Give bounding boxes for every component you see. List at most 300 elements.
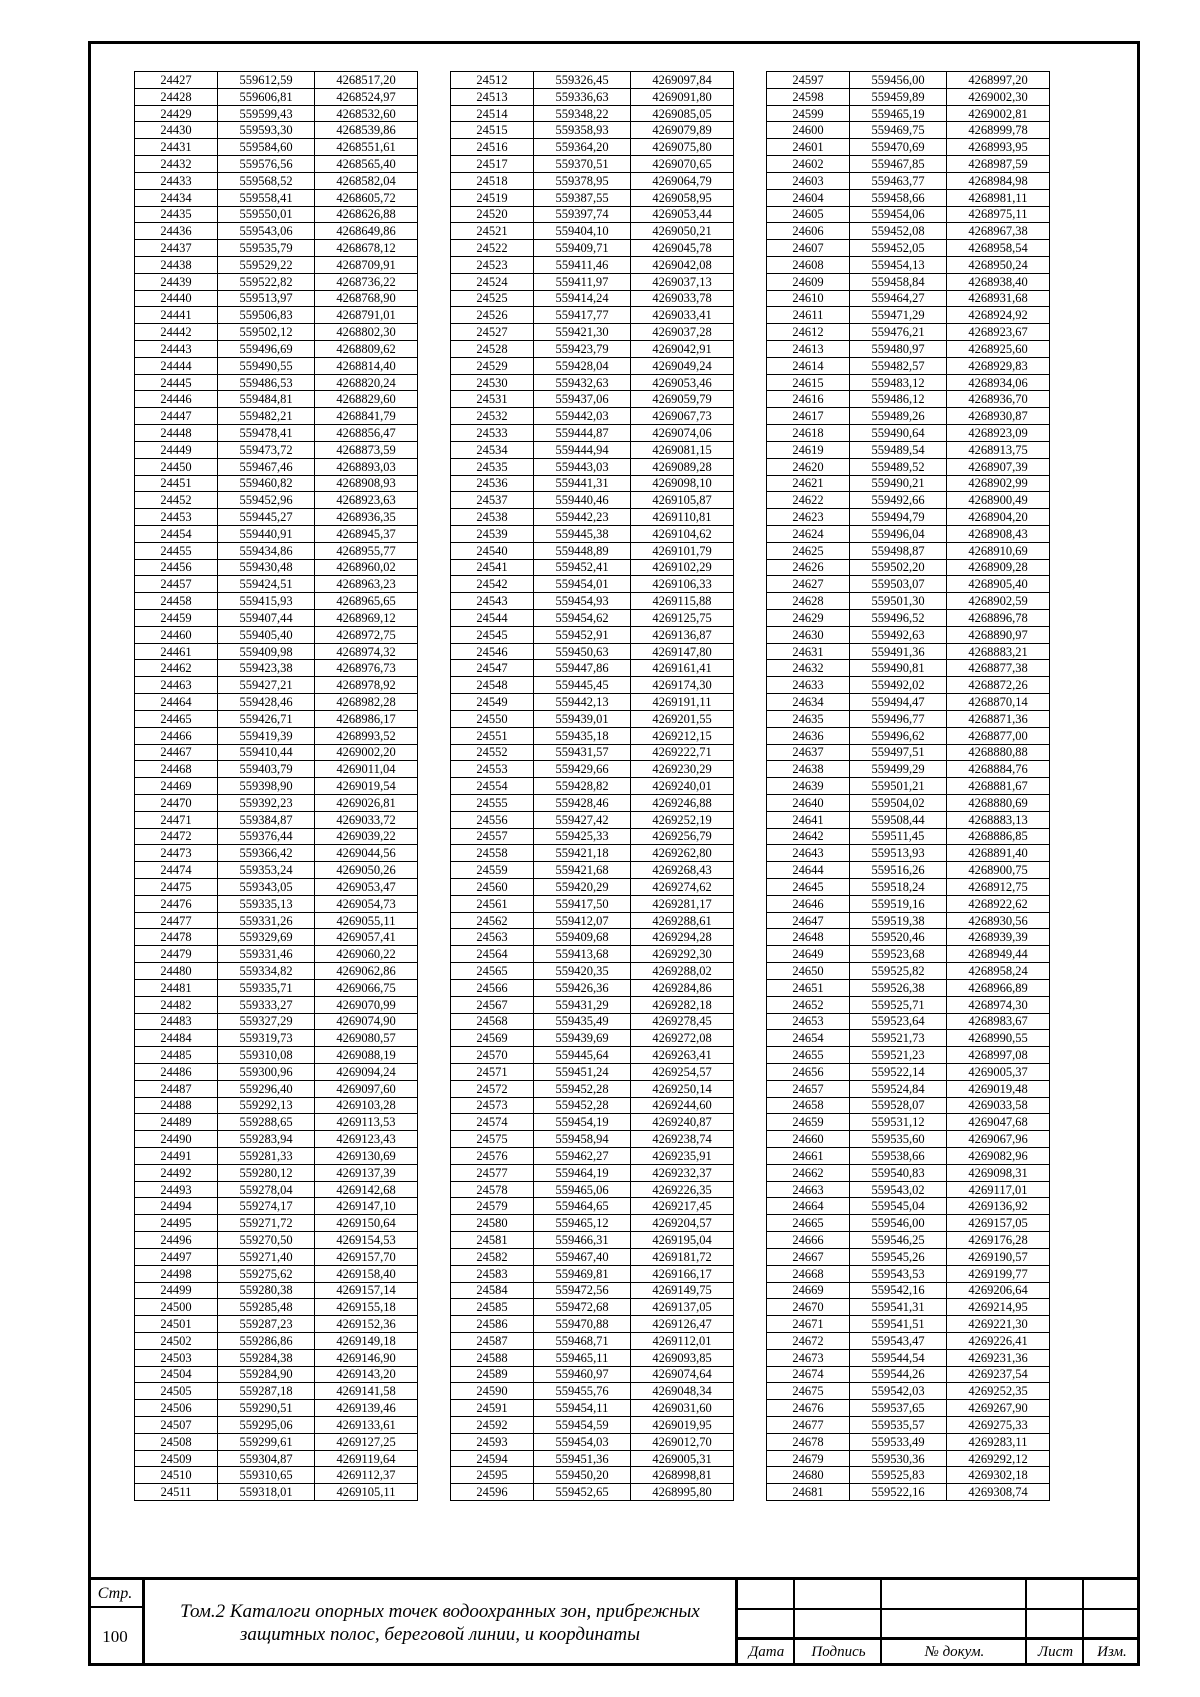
coordinate-y-cell: 4269292,12 <box>947 1450 1050 1467</box>
coordinate-y-cell: 4268930,87 <box>947 408 1050 425</box>
coordinate-y-cell: 4269074,06 <box>631 425 734 442</box>
table-row <box>451 727 734 744</box>
point-number-cell: 24678 <box>767 1433 850 1450</box>
point-number-cell: 24517 <box>451 156 534 173</box>
coordinate-y-cell: 4268924,92 <box>947 307 1050 324</box>
coordinate-y-cell: 4269080,57 <box>315 1030 418 1047</box>
coordinate-y-cell: 4268950,24 <box>947 256 1050 273</box>
coordinate-y-cell: 4269206,64 <box>947 1282 1050 1299</box>
table-row <box>135 156 418 173</box>
coordinate-x-cell: 559454,93 <box>534 593 631 610</box>
coordinate-y-cell: 4268930,56 <box>947 912 1050 929</box>
coordinate-y-cell: 4269050,26 <box>315 862 418 879</box>
point-number-cell: 24513 <box>451 88 534 105</box>
coordinate-y-cell: 4268974,32 <box>315 643 418 660</box>
point-number-cell: 24555 <box>451 794 534 811</box>
table-row <box>767 1417 1050 1434</box>
coordinate-y-cell: 4268565,40 <box>315 156 418 173</box>
coordinate-y-cell: 4268910,69 <box>947 542 1050 559</box>
table-row <box>451 794 734 811</box>
point-number-cell: 24468 <box>135 761 218 778</box>
coordinate-y-cell: 4269157,05 <box>947 1215 1050 1232</box>
table-row <box>135 1030 418 1047</box>
point-number-cell: 24486 <box>135 1063 218 1080</box>
point-number-cell: 24546 <box>451 643 534 660</box>
table-row <box>451 593 734 610</box>
coordinate-x-cell: 559428,46 <box>218 694 315 711</box>
coordinate-x-cell: 559606,81 <box>218 88 315 105</box>
coordinate-y-cell: 4268938,40 <box>947 273 1050 290</box>
table-row <box>451 525 734 542</box>
table-row <box>451 1366 734 1383</box>
point-number-cell: 24638 <box>767 761 850 778</box>
coordinate-y-cell: 4269070,65 <box>631 156 734 173</box>
point-number-cell: 24442 <box>135 324 218 341</box>
table-row <box>135 1232 418 1249</box>
coordinate-y-cell: 4268909,28 <box>947 559 1050 576</box>
point-number-cell: 24496 <box>135 1232 218 1249</box>
table-row <box>451 1265 734 1282</box>
coordinate-y-cell: 4269002,20 <box>315 744 418 761</box>
point-number-cell: 24609 <box>767 273 850 290</box>
coordinate-y-cell: 4269230,29 <box>631 761 734 778</box>
point-number-cell: 24480 <box>135 963 218 980</box>
coordinate-x-cell: 559506,83 <box>218 307 315 324</box>
coordinate-y-cell: 4269147,10 <box>315 1198 418 1215</box>
table-row <box>451 1013 734 1030</box>
point-number-cell: 24628 <box>767 593 850 610</box>
point-number-cell: 24520 <box>451 206 534 223</box>
point-number-cell: 24524 <box>451 273 534 290</box>
point-number-cell: 24604 <box>767 189 850 206</box>
point-number-cell: 24659 <box>767 1114 850 1131</box>
coordinate-x-cell: 559550,01 <box>218 206 315 223</box>
coordinate-y-cell: 4268967,38 <box>947 223 1050 240</box>
stamp-label-doc-number: № докум. <box>924 1644 985 1660</box>
point-number-cell: 24679 <box>767 1450 850 1467</box>
point-number-cell: 24525 <box>451 290 534 307</box>
coordinate-y-cell: 4269161,41 <box>631 660 734 677</box>
coordinate-y-cell: 4269075,80 <box>631 139 734 156</box>
point-number-cell: 24673 <box>767 1349 850 1366</box>
coordinate-x-cell: 559413,68 <box>534 946 631 963</box>
table-row <box>451 1248 734 1265</box>
coordinate-y-cell: 4269126,47 <box>631 1316 734 1333</box>
coordinate-x-cell: 559519,16 <box>850 895 947 912</box>
table-row <box>451 1080 734 1097</box>
point-number-cell: 24481 <box>135 979 218 996</box>
coordinate-x-cell: 559452,05 <box>850 240 947 257</box>
coordinate-x-cell: 559523,68 <box>850 946 947 963</box>
coordinate-x-cell: 559458,94 <box>534 1131 631 1148</box>
table-row <box>135 172 418 189</box>
coordinate-y-cell: 4269019,54 <box>315 778 418 795</box>
table-row <box>767 710 1050 727</box>
coordinate-x-cell: 559283,94 <box>218 1131 315 1148</box>
coordinate-y-cell: 4269070,99 <box>315 996 418 1013</box>
coordinate-x-cell: 559287,23 <box>218 1316 315 1333</box>
coordinate-x-cell: 559411,46 <box>534 256 631 273</box>
coordinate-y-cell: 4269191,11 <box>631 694 734 711</box>
coordinate-y-cell: 4269130,69 <box>315 1148 418 1165</box>
table-row <box>135 1417 418 1434</box>
table-row <box>451 88 734 105</box>
coordinate-x-cell: 559427,21 <box>218 677 315 694</box>
coordinate-x-cell: 559420,35 <box>534 963 631 980</box>
coordinate-x-cell: 559460,82 <box>218 475 315 492</box>
coordinate-y-cell: 4269101,79 <box>631 542 734 559</box>
point-number-cell: 24584 <box>451 1282 534 1299</box>
point-number-cell: 24672 <box>767 1332 850 1349</box>
coordinate-x-cell: 559525,83 <box>850 1467 947 1484</box>
point-number-cell: 24511 <box>135 1484 218 1501</box>
table-row <box>767 391 1050 408</box>
coordinate-y-cell: 4269085,05 <box>631 105 734 122</box>
coordinate-x-cell: 559410,44 <box>218 744 315 761</box>
coordinate-x-cell: 559310,65 <box>218 1467 315 1484</box>
table-row <box>767 1215 1050 1232</box>
table-row <box>767 1030 1050 1047</box>
coordinate-y-cell: 4269091,80 <box>631 88 734 105</box>
point-number-cell: 24547 <box>451 660 534 677</box>
coordinate-x-cell: 559467,46 <box>218 458 315 475</box>
coordinate-x-cell: 559465,19 <box>850 105 947 122</box>
point-number-cell: 24658 <box>767 1097 850 1114</box>
point-number-cell: 24652 <box>767 996 850 1013</box>
table-row <box>451 1383 734 1400</box>
table-row <box>135 1181 418 1198</box>
coordinate-y-cell: 4269062,86 <box>315 963 418 980</box>
coordinate-x-cell: 559504,02 <box>850 794 947 811</box>
point-number-cell: 24470 <box>135 794 218 811</box>
coordinate-x-cell: 559326,45 <box>534 72 631 89</box>
point-number-cell: 24646 <box>767 895 850 912</box>
coordinate-x-cell: 559447,86 <box>534 660 631 677</box>
coordinate-y-cell: 4268939,39 <box>947 929 1050 946</box>
coordinate-y-cell: 4269222,71 <box>631 744 734 761</box>
coordinate-x-cell: 559462,27 <box>534 1148 631 1165</box>
coordinate-x-cell: 559499,29 <box>850 761 947 778</box>
coordinate-x-cell: 559528,07 <box>850 1097 947 1114</box>
table-row <box>135 626 418 643</box>
coordinate-x-cell: 559546,00 <box>850 1215 947 1232</box>
point-number-cell: 24625 <box>767 542 850 559</box>
point-number-cell: 24597 <box>767 72 850 89</box>
table-row <box>451 710 734 727</box>
point-number-cell: 24438 <box>135 256 218 273</box>
coordinate-x-cell: 559439,69 <box>534 1030 631 1047</box>
table-row <box>767 1198 1050 1215</box>
coordinate-x-cell: 559576,56 <box>218 156 315 173</box>
coordinate-x-cell: 559486,53 <box>218 374 315 391</box>
point-number-cell: 24491 <box>135 1148 218 1165</box>
table-row <box>135 273 418 290</box>
point-number-cell: 24533 <box>451 425 534 442</box>
table-row <box>451 105 734 122</box>
coordinate-x-cell: 559423,79 <box>534 341 631 358</box>
point-number-cell: 24437 <box>135 240 218 257</box>
point-number-cell: 24591 <box>451 1400 534 1417</box>
coordinate-y-cell: 4269098,31 <box>947 1164 1050 1181</box>
point-number-cell: 24476 <box>135 895 218 912</box>
coordinate-y-cell: 4269033,78 <box>631 290 734 307</box>
table-row <box>767 1164 1050 1181</box>
coordinate-x-cell: 559445,64 <box>534 1047 631 1064</box>
table-row <box>135 1282 418 1299</box>
coordinate-x-cell: 559541,31 <box>850 1299 947 1316</box>
coordinate-x-cell: 559523,64 <box>850 1013 947 1030</box>
coordinate-y-cell: 4268880,88 <box>947 744 1050 761</box>
point-number-cell: 24607 <box>767 240 850 257</box>
table-row <box>451 189 734 206</box>
coordinate-y-cell: 4268908,93 <box>315 475 418 492</box>
point-number-cell: 24566 <box>451 979 534 996</box>
coordinate-x-cell: 559334,82 <box>218 963 315 980</box>
coordinate-y-cell: 4268913,75 <box>947 441 1050 458</box>
coordinate-y-cell: 4269033,58 <box>947 1097 1050 1114</box>
coordinate-x-cell: 559445,38 <box>534 525 631 542</box>
point-number-cell: 24595 <box>451 1467 534 1484</box>
coordinate-x-cell: 559370,51 <box>534 156 631 173</box>
table-row <box>135 475 418 492</box>
point-number-cell: 24443 <box>135 341 218 358</box>
table-row <box>767 1450 1050 1467</box>
coordinate-y-cell: 4269212,15 <box>631 727 734 744</box>
table-row <box>135 811 418 828</box>
coordinate-x-cell: 559435,49 <box>534 1013 631 1030</box>
point-number-cell: 24538 <box>451 509 534 526</box>
point-number-cell: 24466 <box>135 727 218 744</box>
table-row <box>767 1181 1050 1198</box>
stamp-label-sheet: Лист <box>1037 1644 1074 1660</box>
point-number-cell: 24427 <box>135 72 218 89</box>
point-number-cell: 24449 <box>135 441 218 458</box>
table-row <box>451 1164 734 1181</box>
point-number-cell: 24523 <box>451 256 534 273</box>
document-title-line-2: защитных полос, береговой линии, и координаты <box>239 1624 640 1645</box>
table-row <box>451 576 734 593</box>
point-number-cell: 24585 <box>451 1299 534 1316</box>
coordinate-x-cell: 559496,69 <box>218 341 315 358</box>
table-row <box>451 273 734 290</box>
point-number-cell: 24599 <box>767 105 850 122</box>
table-row <box>451 1433 734 1450</box>
point-number-cell: 24590 <box>451 1383 534 1400</box>
coordinate-x-cell: 559521,23 <box>850 1047 947 1064</box>
table-row <box>767 525 1050 542</box>
table-row <box>767 1433 1050 1450</box>
point-number-cell: 24441 <box>135 307 218 324</box>
table-row <box>767 1047 1050 1064</box>
coordinate-x-cell: 559376,44 <box>218 828 315 845</box>
coordinate-y-cell: 4268871,36 <box>947 710 1050 727</box>
coordinate-x-cell: 559442,13 <box>534 694 631 711</box>
table-row <box>135 895 418 912</box>
coordinate-x-cell: 559287,18 <box>218 1383 315 1400</box>
coordinates-table-2 <box>450 71 734 1501</box>
coordinate-x-cell: 559464,27 <box>850 290 947 307</box>
table-row <box>451 1299 734 1316</box>
coordinate-y-cell: 4268829,60 <box>315 391 418 408</box>
coordinate-x-cell: 559331,26 <box>218 912 315 929</box>
coordinate-y-cell: 4268993,52 <box>315 727 418 744</box>
coordinate-x-cell: 559444,87 <box>534 425 631 442</box>
table-row <box>135 1450 418 1467</box>
table-row <box>767 1366 1050 1383</box>
coordinate-x-cell: 559270,50 <box>218 1232 315 1249</box>
coordinate-y-cell: 4269055,11 <box>315 912 418 929</box>
coordinate-y-cell: 4269093,85 <box>631 1349 734 1366</box>
point-number-cell: 24622 <box>767 492 850 509</box>
coordinate-y-cell: 4268582,04 <box>315 172 418 189</box>
coordinate-y-cell: 4269047,68 <box>947 1114 1050 1131</box>
coordinate-x-cell: 559285,48 <box>218 1299 315 1316</box>
coordinate-x-cell: 559405,40 <box>218 626 315 643</box>
point-number-cell: 24562 <box>451 912 534 929</box>
point-number-cell: 24559 <box>451 862 534 879</box>
table-row <box>767 1114 1050 1131</box>
table-row <box>767 1467 1050 1484</box>
coordinate-y-cell: 4269274,62 <box>631 879 734 896</box>
table-row <box>135 1383 418 1400</box>
table-row <box>767 88 1050 105</box>
coordinate-y-cell: 4268966,89 <box>947 979 1050 996</box>
coordinate-y-cell: 4268912,75 <box>947 879 1050 896</box>
table-row <box>451 744 734 761</box>
coordinate-x-cell: 559271,40 <box>218 1248 315 1265</box>
table-row <box>451 139 734 156</box>
coordinate-y-cell: 4268880,69 <box>947 794 1050 811</box>
coordinate-y-cell: 4268791,01 <box>315 307 418 324</box>
coordinate-x-cell: 559404,10 <box>534 223 631 240</box>
coordinate-y-cell: 4268958,24 <box>947 963 1050 980</box>
point-number-cell: 24445 <box>135 374 218 391</box>
table-row <box>135 1164 418 1181</box>
coordinate-x-cell: 559296,40 <box>218 1080 315 1097</box>
coordinate-y-cell: 4269082,96 <box>947 1148 1050 1165</box>
coordinate-y-cell: 4269115,88 <box>631 593 734 610</box>
table-row <box>135 929 418 946</box>
coordinate-y-cell: 4269053,47 <box>315 879 418 896</box>
coordinate-x-cell: 559415,93 <box>218 593 315 610</box>
coordinate-y-cell: 4268870,14 <box>947 694 1050 711</box>
coordinate-x-cell: 559304,87 <box>218 1450 315 1467</box>
coordinate-x-cell: 559442,03 <box>534 408 631 425</box>
coordinate-x-cell: 559454,19 <box>534 1114 631 1131</box>
table-row <box>451 559 734 576</box>
coordinate-y-cell: 4269288,61 <box>631 912 734 929</box>
point-number-cell: 24429 <box>135 105 218 122</box>
table-row <box>135 357 418 374</box>
point-number-cell: 24636 <box>767 727 850 744</box>
coordinate-y-cell: 4269103,28 <box>315 1097 418 1114</box>
coordinate-x-cell: 559535,57 <box>850 1417 947 1434</box>
coordinate-y-cell: 4269226,41 <box>947 1332 1050 1349</box>
point-number-cell: 24490 <box>135 1131 218 1148</box>
table-row <box>451 963 734 980</box>
point-number-cell: 24447 <box>135 408 218 425</box>
point-number-cell: 24485 <box>135 1047 218 1064</box>
coordinate-y-cell: 4269058,95 <box>631 189 734 206</box>
point-number-cell: 24629 <box>767 610 850 627</box>
point-number-cell: 24451 <box>135 475 218 492</box>
coordinate-y-cell: 4268820,24 <box>315 374 418 391</box>
table-row <box>451 778 734 795</box>
coordinate-y-cell: 4269054,73 <box>315 895 418 912</box>
table-row <box>135 828 418 845</box>
coordinate-y-cell: 4269042,91 <box>631 341 734 358</box>
point-number-cell: 24455 <box>135 542 218 559</box>
point-number-cell: 24651 <box>767 979 850 996</box>
table-row <box>135 845 418 862</box>
coordinate-x-cell: 559568,52 <box>218 172 315 189</box>
coordinate-x-cell: 559421,68 <box>534 862 631 879</box>
coordinate-x-cell: 559343,05 <box>218 879 315 896</box>
table-row <box>451 223 734 240</box>
table-row <box>135 744 418 761</box>
table-row <box>767 1282 1050 1299</box>
point-number-cell: 24475 <box>135 879 218 896</box>
document-title-line-1: Том.2 Каталоги опорных точек водоохранных зон, прибрежных <box>180 1601 700 1622</box>
coordinate-x-cell: 559469,75 <box>850 122 947 139</box>
coordinate-x-cell: 559486,12 <box>850 391 947 408</box>
table-row <box>767 593 1050 610</box>
table-row <box>451 307 734 324</box>
coordinate-y-cell: 4269272,08 <box>631 1030 734 1047</box>
coordinate-x-cell: 559490,64 <box>850 425 947 442</box>
coordinate-x-cell: 559290,51 <box>218 1400 315 1417</box>
coordinate-x-cell: 559432,63 <box>534 374 631 391</box>
table-row <box>451 324 734 341</box>
table-row <box>767 761 1050 778</box>
coordinate-x-cell: 559502,20 <box>850 559 947 576</box>
point-number-cell: 24601 <box>767 139 850 156</box>
coordinate-x-cell: 559452,28 <box>534 1080 631 1097</box>
point-number-cell: 24603 <box>767 172 850 189</box>
table-row <box>767 1316 1050 1333</box>
point-number-cell: 24452 <box>135 492 218 509</box>
coordinate-y-cell: 4268904,20 <box>947 509 1050 526</box>
coordinate-y-cell: 4269026,81 <box>315 794 418 811</box>
point-number-cell: 24556 <box>451 811 534 828</box>
point-number-cell: 24453 <box>135 509 218 526</box>
coordinate-x-cell: 559472,56 <box>534 1282 631 1299</box>
point-number-cell: 24571 <box>451 1063 534 1080</box>
point-number-cell: 24543 <box>451 593 534 610</box>
coordinate-y-cell: 4269112,01 <box>631 1332 734 1349</box>
table-row <box>767 1248 1050 1265</box>
coordinate-x-cell: 559329,69 <box>218 929 315 946</box>
coordinate-x-cell: 559288,65 <box>218 1114 315 1131</box>
coordinate-x-cell: 559492,63 <box>850 626 947 643</box>
coordinate-x-cell: 559518,24 <box>850 879 947 896</box>
coordinate-y-cell: 4268709,91 <box>315 256 418 273</box>
coordinate-y-cell: 4269137,39 <box>315 1164 418 1181</box>
point-number-cell: 24433 <box>135 172 218 189</box>
point-number-cell: 24647 <box>767 912 850 929</box>
coordinate-y-cell: 4269282,18 <box>631 996 734 1013</box>
table-row <box>767 256 1050 273</box>
coordinate-y-cell: 4269302,18 <box>947 1467 1050 1484</box>
table-row <box>451 1114 734 1131</box>
table-row <box>767 576 1050 593</box>
coordinate-y-cell: 4269201,55 <box>631 710 734 727</box>
coordinate-y-cell: 4269199,77 <box>947 1265 1050 1282</box>
point-number-cell: 24495 <box>135 1215 218 1232</box>
table-row <box>767 72 1050 89</box>
coordinate-y-cell: 4268517,20 <box>315 72 418 89</box>
coordinate-y-cell: 4269147,80 <box>631 643 734 660</box>
